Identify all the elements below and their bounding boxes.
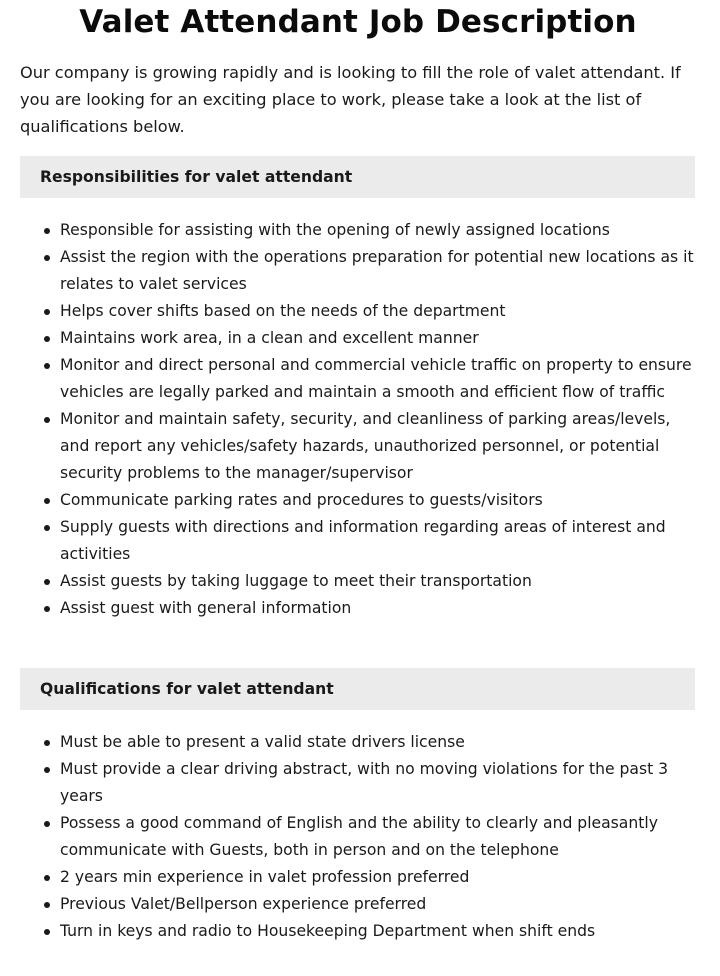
list-item: Communicate parking rates and procedures to guests/visitors <box>60 487 696 514</box>
list-item: Monitor and direct personal and commercial vehicle traffic on property to ensure vehicles are legally parked and maintain a smooth and efficient flow of traffic <box>60 352 696 406</box>
responsibilities-heading: Responsibilities for valet attendant <box>20 156 695 198</box>
list-item: Assist guest with general information <box>60 595 696 622</box>
list-item: Maintains work area, in a clean and excellent manner <box>60 325 696 352</box>
list-item: 2 years min experience in valet profession preferred <box>60 864 696 891</box>
qualifications-heading: Qualifications for valet attendant <box>20 668 695 710</box>
list-item: Must be able to present a valid state drivers license <box>60 729 696 756</box>
qualifications-list <box>20 729 696 945</box>
page-title: Valet Attendant Job Description <box>79 4 637 40</box>
list-item: Supply guests with directions and information regarding areas of interest and activities <box>60 514 696 568</box>
list-item: Helps cover shifts based on the needs of the department <box>60 298 696 325</box>
list-item: Assist the region with the operations preparation for potential new locations as it relates to valet services <box>60 244 696 298</box>
list-item: Previous Valet/Bellperson experience preferred <box>60 891 696 918</box>
list-item: Must provide a clear driving abstract, with no moving violations for the past 3 years <box>60 756 696 810</box>
list-item: Monitor and maintain safety, security, and cleanliness of parking areas/levels, and report any vehicles/safety hazards, unauthorized personnel, or potential security problems to the manager/supervisor <box>60 406 696 487</box>
list-item: Possess a good command of English and the ability to clearly and pleasantly communicate with Guests, both in person and on the telephone <box>60 810 696 864</box>
intro-paragraph: Our company is growing rapidly and is looking to fill the role of valet attendant. If you are looking for an exciting place to work, please take a look at the list of qualifications below. <box>20 63 681 136</box>
responsibilities-list <box>20 217 696 622</box>
list-item: Turn in keys and radio to Housekeeping Department when shift ends <box>60 918 696 945</box>
list-item: Responsible for assisting with the opening of newly assigned locations <box>60 217 696 244</box>
list-item: Assist guests by taking luggage to meet their transportation <box>60 568 696 595</box>
